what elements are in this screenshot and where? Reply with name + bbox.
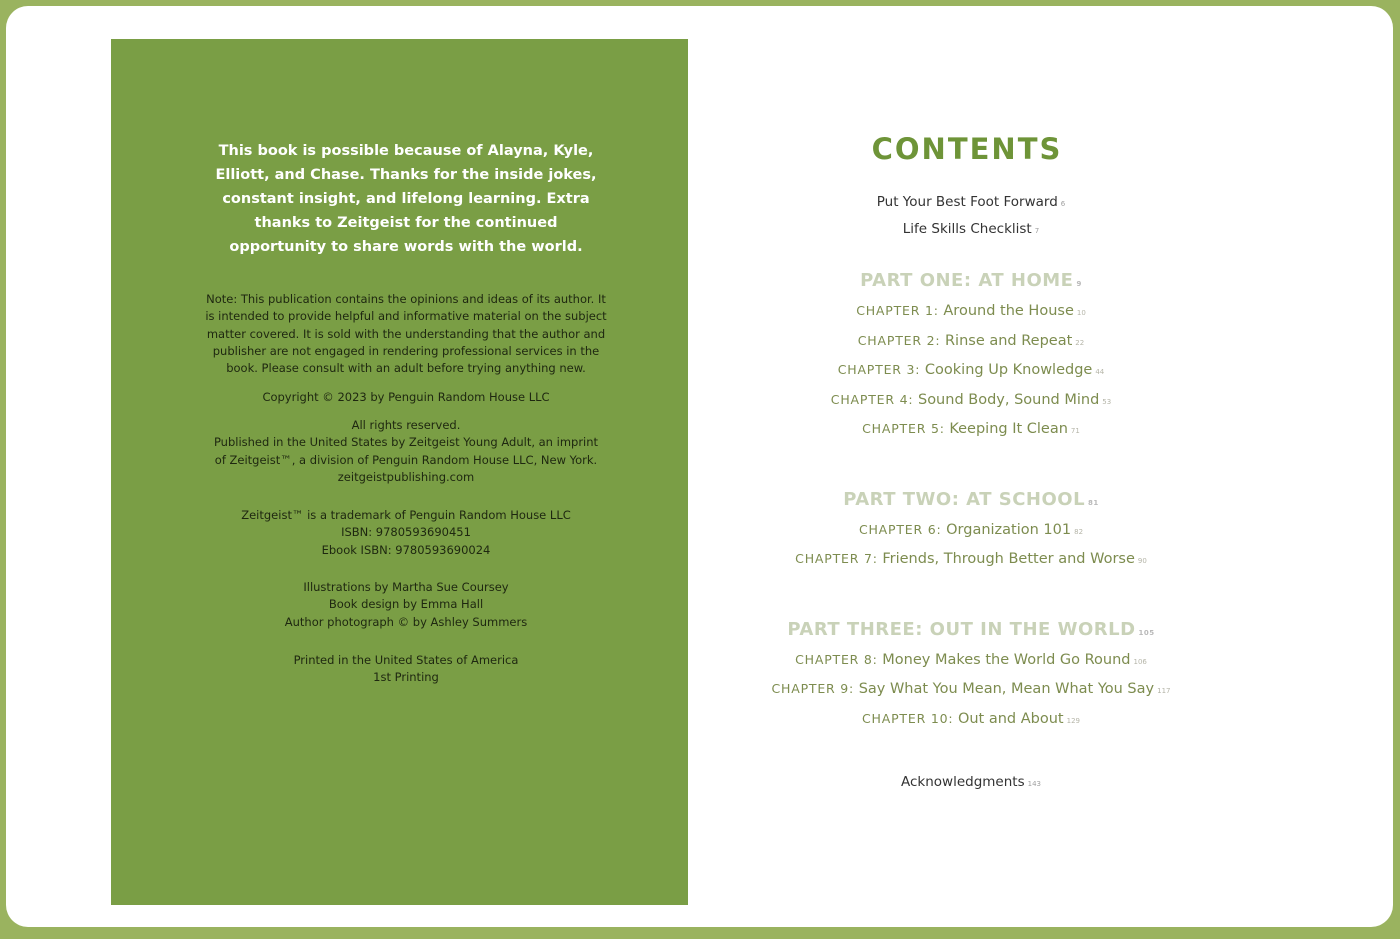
chapter-entry <box>726 362 1216 378</box>
note-line: is intended to provide helpful and informative material on the subject <box>205 309 607 324</box>
chapter-entry <box>726 421 1216 437</box>
part-title: PART TWO: AT SCHOOL <box>843 489 1086 510</box>
part-title: PART THREE: OUT IN THE WORLD <box>787 619 1136 640</box>
chapter-label: CHAPTER 6: <box>858 522 942 537</box>
rights-line: Published in the United States by Zeitgeist Young Adult, an imprint <box>213 435 599 450</box>
toc-page-number: 53 <box>1102 398 1112 406</box>
credits <box>111 579 701 631</box>
toc-entry-title: Put Your Best Foot Forward <box>876 194 1058 210</box>
chapter-label: CHAPTER 8: <box>795 652 878 667</box>
toc-page-number: 9 <box>1076 280 1082 288</box>
toc-entry <box>726 774 1216 790</box>
toc-entry-title: Acknowledgments <box>900 774 1025 790</box>
trademark-isbn <box>111 507 701 559</box>
note-line: Note: This publication contains the opinions and ideas of its author. It <box>206 292 606 306</box>
toc-entry <box>726 221 1216 237</box>
chapter-title: Out and About <box>957 711 1064 727</box>
toc-page-number: 90 <box>1137 557 1147 565</box>
contents-page <box>726 6 1216 939</box>
dedication-line: thanks to Zeitgeist for the continued <box>254 215 558 231</box>
chapter-label: CHAPTER 7: <box>795 551 878 566</box>
toc-page-number: 81 <box>1088 499 1099 507</box>
credit-line: Book design by Emma Hall <box>328 597 484 612</box>
note-line: publisher are not engaged in rendering professional services in the <box>212 343 600 358</box>
chapter-entry <box>726 551 1216 567</box>
ebook-isbn-line: Ebook ISBN: 9780593690024 <box>321 542 491 557</box>
part-heading <box>726 489 1216 510</box>
toc-entry <box>726 194 1216 210</box>
printing-line: 1st Printing <box>373 670 439 685</box>
toc-page-number: 106 <box>1133 658 1147 666</box>
part-heading <box>726 270 1216 291</box>
toc-page-number: 7 <box>1034 227 1040 235</box>
part-heading <box>726 619 1216 640</box>
chapter-entry <box>726 652 1216 668</box>
toc-page-number: 6 <box>1060 200 1066 208</box>
chapter-title: Friends, Through Better and Worse <box>882 551 1135 567</box>
chapter-title: Cooking Up Knowledge <box>924 362 1093 378</box>
chapter-title: Rinse and Repeat <box>944 333 1073 349</box>
toc-page-number: 22 <box>1075 339 1085 347</box>
contents-title: CONTENTS <box>871 132 1063 166</box>
isbn-line: ISBN: 9780593690451 <box>341 525 471 540</box>
chapter-entry <box>726 681 1216 697</box>
printing-line: Printed in the United States of America <box>293 653 519 667</box>
dedication <box>111 139 701 259</box>
chapter-title: Around the House <box>943 303 1074 319</box>
toc-page-number: 117 <box>1157 687 1171 695</box>
chapter-label: CHAPTER 3: <box>837 362 921 377</box>
toc-page-number: 105 <box>1138 629 1155 637</box>
chapter-title: Say What You Mean, Mean What You Say <box>858 681 1155 697</box>
toc-page-number: 143 <box>1027 780 1041 788</box>
toc-page-number: 10 <box>1076 309 1086 317</box>
chapter-label: CHAPTER 2: <box>857 333 941 348</box>
part-title: PART ONE: AT HOME <box>860 270 1074 291</box>
trademark-line: Zeitgeist™ is a trademark of Penguin Random House LLC <box>241 508 571 522</box>
chapter-title: Organization 101 <box>946 522 1072 538</box>
chapter-entry <box>726 392 1216 408</box>
toc-page-number: 71 <box>1070 427 1080 435</box>
chapter-label: CHAPTER 4: <box>830 392 914 407</box>
copyright-page <box>111 39 688 905</box>
chapter-label: CHAPTER 1: <box>856 303 939 318</box>
chapter-entry <box>726 522 1216 538</box>
chapter-title: Keeping It Clean <box>949 421 1068 437</box>
publication-note <box>111 291 701 377</box>
chapter-label: CHAPTER 10: <box>862 711 954 726</box>
copyright-line: Copyright © 2023 by Penguin Random House LLC <box>262 390 550 404</box>
dedication-line: opportunity to share words with the world. <box>229 239 583 255</box>
rights-notice <box>111 417 701 486</box>
note-line: book. Please consult with an adult before trying anything new. <box>226 361 586 376</box>
note-line: matter covered. It is sold with the understanding that the author and <box>206 326 606 341</box>
credit-line: Author photograph © by Ashley Summers <box>284 614 528 629</box>
rights-line: of Zeitgeist™, a division of Penguin Random House LLC, New York. <box>214 452 598 467</box>
toc-entry-title: Life Skills Checklist <box>902 221 1032 237</box>
dedication-line: constant insight, and lifelong learning. Extra <box>222 191 590 207</box>
chapter-label: CHAPTER 9: <box>771 681 855 696</box>
chapter-entry <box>726 303 1216 319</box>
chapter-title: Money Makes the World Go Round <box>882 652 1131 668</box>
copyright-notice <box>111 389 701 406</box>
dedication-line: Elliott, and Chase. Thanks for the inside jokes, <box>215 167 597 183</box>
publisher-website: zeitgeistpublishing.com <box>337 469 475 484</box>
toc-page-number: 82 <box>1074 528 1084 536</box>
rights-line: All rights reserved. <box>351 418 461 432</box>
printing-info <box>111 652 701 687</box>
chapter-entry <box>726 333 1216 349</box>
credit-line: Illustrations by Martha Sue Coursey <box>303 580 509 594</box>
chapter-title: Sound Body, Sound Mind <box>917 392 1100 408</box>
chapter-label: CHAPTER 5: <box>862 421 945 436</box>
dedication-line: This book is possible because of Alayna, Kyle, <box>218 143 594 159</box>
toc-page-number: 44 <box>1095 368 1105 376</box>
toc-page-number: 129 <box>1066 717 1080 725</box>
book-spread-frame <box>6 6 1393 927</box>
chapter-entry <box>726 711 1216 727</box>
